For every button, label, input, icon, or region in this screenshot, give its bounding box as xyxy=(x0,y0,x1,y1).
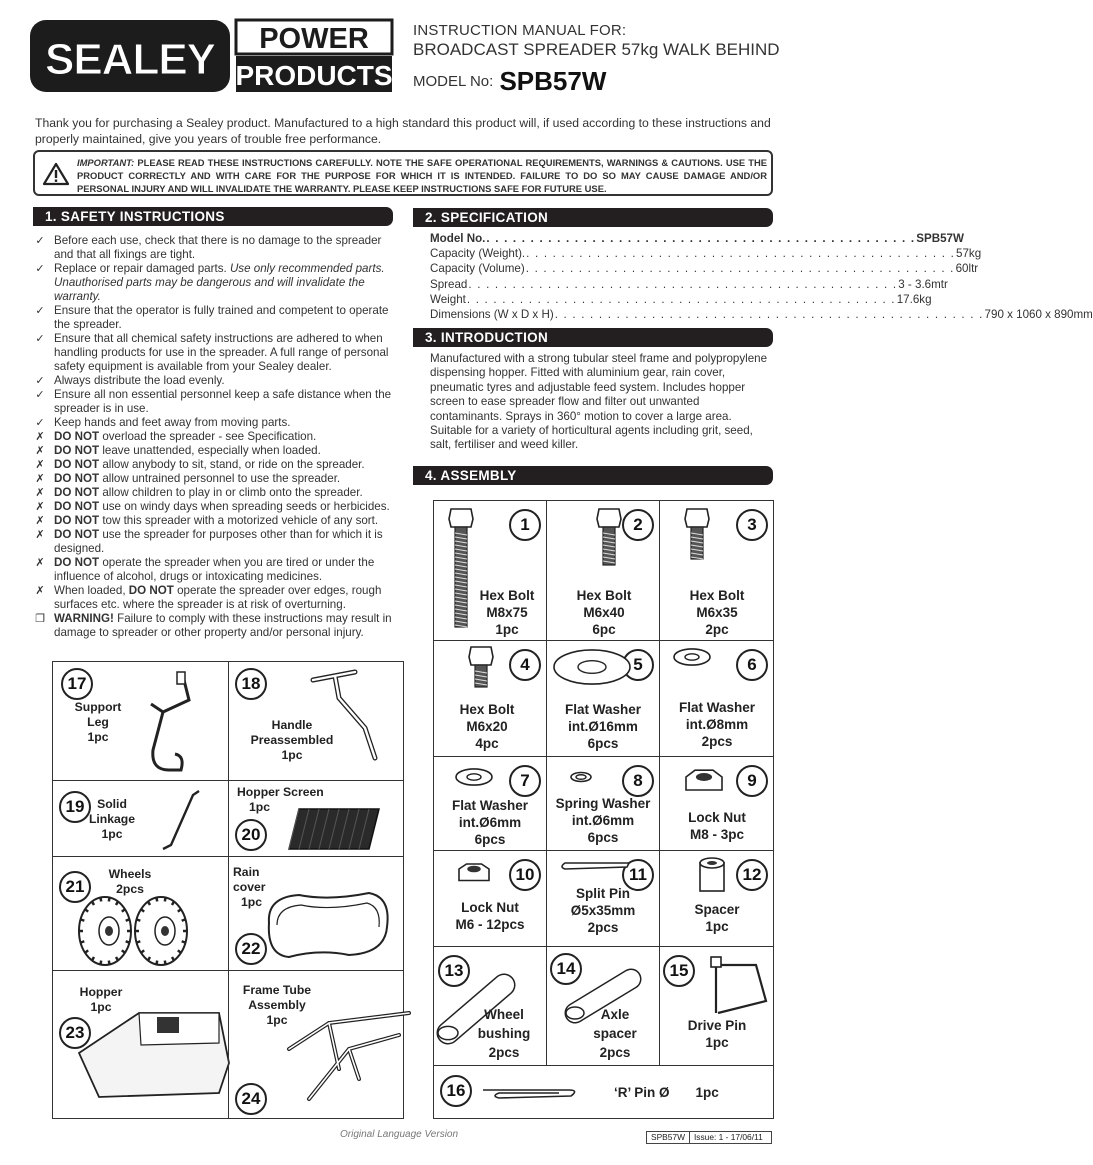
safety-item-text: allow anybody to sit, stand, or ride on the spreader. xyxy=(99,458,365,471)
part-number-badge: 16 xyxy=(440,1075,472,1107)
part-label-line: bushing xyxy=(477,1026,531,1041)
part-cell-2 xyxy=(546,500,660,641)
part-label xyxy=(665,1017,769,1051)
safety-item-text: allow children to play in or climb onto the spreader. xyxy=(99,486,363,499)
safety-item-text: Ensure that all chemical safety instructions are adhered to when handling products for use in the spreader. A full range of personal safety equipment is available from your Sealey dealer. xyxy=(54,332,389,373)
component-label xyxy=(235,983,319,1028)
part-label-line: 4pc xyxy=(475,736,499,751)
part-label xyxy=(464,1005,544,1062)
safety-item xyxy=(33,444,395,458)
footer-issue: Issue: 1 - 17/06/11 xyxy=(693,1132,763,1142)
spec-dots: . . . . . . . . . . . . . . . . . . . . . . . . . . . . . . . . . . . . . . . . . . . . . . . . . xyxy=(525,262,955,276)
checkbox-icon: ❐ xyxy=(35,613,45,625)
part-label xyxy=(437,797,543,848)
safety-item-text: overload the spreader - see Specification. xyxy=(99,430,317,443)
part-cell-4 xyxy=(433,640,547,757)
part-cell-7 xyxy=(433,756,547,851)
safety-item-text: Keep hands and feet away from moving parts. xyxy=(54,416,291,429)
part-9-illustration xyxy=(682,763,726,803)
intro-paragraph: Thank you for purchasing a Sealey product. Manufactured to a high standard this product will, if used according to these instructions and properly maintained, give you years of trouble free performance. xyxy=(35,116,771,146)
part-label-line: 1pc xyxy=(495,622,519,637)
component-22-illustration xyxy=(259,883,399,967)
part-4-illustration xyxy=(459,645,503,693)
safety-item-text: Ensure that the operator is fully trained and competent to operate the spreader. xyxy=(54,304,389,331)
part-label-line: M8x75 xyxy=(486,605,528,620)
spec-label: Capacity (Weight). xyxy=(430,247,526,261)
part-label-line: M6x35 xyxy=(696,605,738,620)
safety-item xyxy=(33,500,395,514)
cross-icon: ✗ xyxy=(35,459,45,471)
manual-for-label: INSTRUCTION MANUAL FOR: xyxy=(413,22,627,39)
section-heading-safety: 1. SAFETY INSTRUCTIONS xyxy=(33,207,393,226)
part-label-line: ‘R’ Pin Ø xyxy=(614,1085,670,1100)
cross-icon: ✗ xyxy=(35,529,45,541)
component-cell-23 xyxy=(52,970,229,1119)
spec-row xyxy=(430,292,932,307)
part-label xyxy=(665,901,769,935)
component-21-illustration xyxy=(73,887,203,971)
part-cell-3 xyxy=(659,500,774,641)
spec-dots: . . . . . . . . . . . . . . . . . . . . . . . . . . . . . . . . . . . . . . . . . . . . . . . . . xyxy=(468,277,898,291)
part-11-illustration xyxy=(557,855,637,879)
safety-item-text: Ensure all non essential personnel keep a safe distance when the spreader is in use. xyxy=(54,388,392,415)
part-label-line: Lock Nut xyxy=(461,900,519,915)
part-label-line: M6 - 12pcs xyxy=(455,917,525,932)
part-label xyxy=(614,1084,754,1101)
part-2-illustration xyxy=(587,507,631,571)
part-label-line: Hex Bolt xyxy=(479,588,535,603)
part-label-line: M8 - 3pc xyxy=(689,827,744,842)
part-number-badge: 5 xyxy=(622,649,654,681)
part-label-line: 6pcs xyxy=(587,736,619,751)
safety-item-text: Before each use, check that there is no damage to the spreader and that all fixings are tight. xyxy=(54,234,382,261)
safety-item-bold: DO NOT xyxy=(54,528,100,541)
part-number-badge: 13 xyxy=(438,955,470,987)
cross-icon: ✗ xyxy=(35,487,45,499)
spec-dots: . . . . . . . . . . . . . . . . . . . . . . . . . . . . . . . . . . . . . . . . . . . . . . . . . xyxy=(486,232,916,245)
important-body: PLEASE READ THESE INSTRUCTIONS CAREFULLY. NOTE THE SAFE OPERATIONAL REQUIREMENTS, WARNINGS & CAUTIONS. USE THE PRODUCT CORRECTLY AND WITH CARE FOR THE PURPOSE FOR WHICH IT IS INTENDED. FAILURE TO DO SO MAY CAUSE DAMAGE AND/OR PERSONAL INJURY AND WILL INVALIDATE THE WARRANTY. PLEASE KEEP INSTRUCTIONS SAFE FOR FUTURE USE. xyxy=(77,157,767,194)
part-label-line: 2pcs xyxy=(599,1045,631,1060)
component-label-line: Hopper xyxy=(79,985,123,999)
part-number-badge: 3 xyxy=(736,509,768,541)
component-label xyxy=(67,700,129,745)
warning-icon xyxy=(43,162,69,186)
component-label xyxy=(233,865,273,910)
component-cell-24 xyxy=(228,970,404,1119)
spec-label: Model No. xyxy=(430,232,486,245)
component-number-badge: 22 xyxy=(235,933,267,965)
safety-item xyxy=(33,458,395,472)
safety-item xyxy=(33,486,395,500)
product-title: BROADCAST SPREADER 57kg WALK BEHIND xyxy=(413,40,780,59)
part-cell-8 xyxy=(546,756,660,851)
cross-icon: ✗ xyxy=(35,431,45,443)
safety-item xyxy=(33,556,395,584)
component-label-line: 1pc xyxy=(249,800,271,814)
sealey-power-products-logo xyxy=(30,18,394,96)
safety-item-italic: Use only recommended parts. Unauthorised parts may be dangerous and will invalidate the warranty. xyxy=(54,262,385,303)
section-heading-specification: 2. SPECIFICATION xyxy=(413,208,773,227)
safety-item-bold: DO NOT xyxy=(54,444,100,457)
part-cell-15 xyxy=(659,946,774,1066)
component-label-line: 1pc xyxy=(266,1013,288,1027)
safety-list xyxy=(33,234,395,640)
component-label-line: Handle xyxy=(271,718,313,732)
part-label-line: M6x40 xyxy=(583,605,625,620)
safety-item xyxy=(33,430,395,444)
section-heading-assembly: 4. ASSEMBLY xyxy=(413,466,773,485)
part-label-line: Hex Bolt xyxy=(459,702,515,717)
cross-icon: ✗ xyxy=(35,585,45,597)
safety-item xyxy=(33,388,395,416)
part-label-line: 6pcs xyxy=(587,830,619,845)
safety-item-bold: DO NOT xyxy=(54,486,100,499)
important-lead: IMPORTANT: xyxy=(77,157,135,168)
component-label-line: Preassembled xyxy=(250,733,334,747)
part-label-line: int.Ø16mm xyxy=(568,719,638,734)
part-cell-5 xyxy=(546,640,660,757)
spec-row xyxy=(430,246,982,261)
part-cell-9 xyxy=(659,756,774,851)
safety-item xyxy=(33,262,395,304)
cross-icon: ✗ xyxy=(35,501,45,513)
original-language-version: Original Language Version xyxy=(340,1129,459,1140)
part-label-line: Flat Washer xyxy=(451,798,529,813)
part-label xyxy=(575,1005,655,1062)
safety-item-text: use the spreader for purposes other than for which it is designed. xyxy=(54,528,383,555)
part-label-line: Flat Washer xyxy=(678,700,756,715)
spec-row xyxy=(430,231,964,246)
spec-label: Dimensions (W x D x H) xyxy=(430,308,554,322)
spec-dots: . . . . . . . . . . . . . . . . . . . . . . . . . . . . . . . . . . . . . . . . . . . . . . . . . xyxy=(554,308,984,322)
safety-item-text: allow untrained personnel to use the spreader. xyxy=(99,472,341,485)
part-label-line: int.Ø6mm xyxy=(571,813,635,828)
part-label-line: 1pc xyxy=(695,1085,719,1100)
part-label-line: Split Pin xyxy=(576,886,630,901)
part-label-line: Drive Pin xyxy=(687,1018,747,1033)
part-label-line: int.Ø6mm xyxy=(458,815,522,830)
part-label-line: M6x20 xyxy=(466,719,508,734)
safety-item-bold: DO NOT xyxy=(128,584,174,597)
part-number-badge: 2 xyxy=(622,509,654,541)
component-label-line: 1pc xyxy=(281,748,303,762)
specification-table xyxy=(430,231,1093,322)
component-number-badge: 21 xyxy=(59,871,91,903)
footer-model: SPB57W xyxy=(647,1132,690,1143)
part-label-line: Wheel xyxy=(484,1007,524,1022)
part-8-illustration xyxy=(565,769,589,785)
spec-label: Weight xyxy=(430,292,466,306)
component-number-badge: 18 xyxy=(235,668,267,700)
safety-item-bold: DO NOT xyxy=(54,556,100,569)
part-number-badge: 9 xyxy=(736,765,768,797)
safety-item xyxy=(33,584,395,612)
safety-item xyxy=(33,234,395,262)
part-7-illustration xyxy=(454,767,494,787)
check-icon: ✓ xyxy=(35,417,45,429)
spec-value: 17.6kg xyxy=(896,292,932,306)
component-cell-17 xyxy=(52,661,229,781)
introduction-text: Manufactured with a strong tubular steel frame and polypropylene dispensing hopper. Fitted with aluminium gear, rain cover, pneumatic tyres and adjustable feed system. Includes hopper screen to ease spreader flow and filter out unwanted contaminants. Sprays in 360° motion to cover a large area. Suitable for a variety of horticultural agents including grit, seed, salt, fertiliser and weed killer. xyxy=(430,352,768,452)
safety-item-text: leave unattended, especially when loaded. xyxy=(99,444,321,457)
part-number-badge: 1 xyxy=(509,509,541,541)
part-label-line: 2pc xyxy=(705,622,729,637)
check-icon: ✓ xyxy=(35,305,45,317)
part-3-illustration xyxy=(675,507,719,565)
logo-products-text: PRODUCTS xyxy=(235,60,393,91)
spec-value: 790 x 1060 x 890mm xyxy=(984,308,1093,322)
part-6-illustration xyxy=(672,647,712,667)
part-label-line: 2pcs xyxy=(701,734,733,749)
component-number-badge: 19 xyxy=(59,791,91,823)
spec-label: Spread xyxy=(430,277,468,291)
spec-row xyxy=(430,307,1093,322)
cross-icon: ✗ xyxy=(35,515,45,527)
part-12-illustration xyxy=(696,857,728,895)
component-label-line: Solid xyxy=(97,797,127,811)
logo-sealey-text: SEALEY xyxy=(44,35,216,84)
part-number-badge: 7 xyxy=(509,765,541,797)
part-cell-10 xyxy=(433,850,547,947)
component-number-badge: 17 xyxy=(61,668,93,700)
component-label-line: 1pc xyxy=(101,827,123,841)
component-cell-19 xyxy=(52,780,229,857)
safety-item-text: Failure to comply with these instructions may result in damage to spreader or other property and/or personal injury. xyxy=(54,612,392,639)
part-number-badge: 14 xyxy=(550,953,582,985)
part-label xyxy=(549,885,657,936)
spec-dots: . . . . . . . . . . . . . . . . . . . . . . . . . . . . . . . . . . . . . . . . . . . . . . . . . xyxy=(526,247,956,261)
part-10-illustration xyxy=(456,857,492,891)
component-label-line: Frame Tube xyxy=(242,983,312,997)
check-icon: ✓ xyxy=(35,389,45,401)
logo-power-text: POWER xyxy=(259,23,369,55)
check-icon: ✓ xyxy=(35,263,45,275)
part-label-line: 1pc xyxy=(705,919,729,934)
check-icon: ✓ xyxy=(35,235,45,247)
part-label-line: 2pcs xyxy=(587,920,619,935)
spec-value: 60ltr xyxy=(955,262,979,276)
component-label-line: 1pc xyxy=(87,730,109,744)
safety-item xyxy=(33,528,395,556)
cross-icon: ✗ xyxy=(35,473,45,485)
part-label xyxy=(549,795,657,846)
part-label-line: Hex Bolt xyxy=(576,588,632,603)
part-label xyxy=(437,701,537,752)
part-cell-1 xyxy=(433,500,547,641)
safety-item-text: operate the spreader when you are tired or under the influence of alcohol, drugs or intoxicating medicines. xyxy=(54,556,375,583)
component-label xyxy=(73,985,129,1015)
safety-item-text: tow this spreader with a motorized vehicle of any sort. xyxy=(99,514,379,527)
part-label xyxy=(665,699,769,750)
part-label-line: 6pc xyxy=(592,622,616,637)
safety-item xyxy=(33,416,395,430)
important-notice-box xyxy=(33,150,773,196)
part-label-line: Flat Washer xyxy=(564,702,642,717)
model-label: MODEL No: xyxy=(413,73,494,90)
safety-item-bold: DO NOT xyxy=(54,472,100,485)
part-label-line: Ø5x35mm xyxy=(570,903,636,918)
part-number-badge: 8 xyxy=(622,765,654,797)
model-line xyxy=(413,66,606,97)
part-label xyxy=(549,701,657,752)
safety-item-bold: DO NOT xyxy=(54,500,100,513)
component-number-badge: 23 xyxy=(59,1017,91,1049)
part-number-badge: 10 xyxy=(509,859,541,891)
component-label-line: Assembly xyxy=(248,998,306,1012)
spec-row xyxy=(430,261,979,276)
part-cell-13 xyxy=(433,946,547,1066)
component-label-line: Linkage xyxy=(88,812,136,826)
component-label-line: 1pc xyxy=(241,895,263,909)
part-cell-12 xyxy=(659,850,774,947)
component-label-line: Wheels xyxy=(108,867,152,881)
part-number-badge: 4 xyxy=(509,649,541,681)
component-label-line: Leg xyxy=(87,715,109,729)
check-icon: ✓ xyxy=(35,375,45,387)
important-text xyxy=(77,156,767,195)
component-cell-20 xyxy=(228,780,404,857)
part-cell-6 xyxy=(659,640,774,757)
component-number-badge: 24 xyxy=(235,1083,267,1115)
spec-value: 57kg xyxy=(956,247,982,261)
cross-icon: ✗ xyxy=(35,557,45,569)
part-label xyxy=(665,587,769,638)
component-label-line: Rain xyxy=(233,865,260,879)
spec-dots: . . . . . . . . . . . . . . . . . . . . . . . . . . . . . . . . . . . . . . . . . . . . . . . . . xyxy=(466,292,896,306)
part-label-line: Axle xyxy=(600,1007,630,1022)
safety-item xyxy=(33,332,395,374)
part-label-line: Spacer xyxy=(694,902,740,917)
component-label-line: Hopper Screen xyxy=(237,785,324,799)
part-label-line: 6pcs xyxy=(474,832,506,847)
safety-item xyxy=(33,514,395,528)
part-number-badge: 15 xyxy=(663,955,695,987)
part-label-line: int.Ø8mm xyxy=(685,717,749,732)
part-number-badge: 12 xyxy=(736,859,768,891)
component-label xyxy=(99,867,161,897)
safety-item xyxy=(33,612,395,640)
part-cell-14 xyxy=(546,946,660,1066)
spec-label: Capacity (Volume) xyxy=(430,262,525,276)
safety-item-text: operate the spreader over edges, rough surfaces etc. where the spreader is at risk of overturning. xyxy=(54,584,382,611)
part-15-illustration xyxy=(708,953,774,1019)
component-label xyxy=(81,797,143,842)
safety-item xyxy=(33,374,395,388)
safety-item-text: When loaded, xyxy=(54,584,129,597)
part-label-line: 1pc xyxy=(705,1035,729,1050)
part-label-line: 2pcs xyxy=(488,1045,520,1060)
footer-model-issue-box xyxy=(646,1131,772,1144)
part-5-illustration xyxy=(552,649,632,685)
safety-item-text: Always distribute the load evenly. xyxy=(54,374,225,387)
cross-icon: ✗ xyxy=(35,445,45,457)
component-label-line: cover xyxy=(233,880,266,894)
component-label xyxy=(237,785,337,815)
part-label xyxy=(437,899,543,933)
component-cell-22 xyxy=(228,856,404,971)
part-cell-16 xyxy=(433,1065,774,1119)
safety-item-bold: DO NOT xyxy=(54,514,100,527)
section-heading-introduction: 3. INTRODUCTION xyxy=(413,328,773,347)
spec-value: 3 - 3.6mtr xyxy=(898,277,948,291)
component-cell-18 xyxy=(228,661,404,781)
component-label xyxy=(237,718,347,763)
part-number-badge: 11 xyxy=(622,859,654,891)
part-label xyxy=(462,587,552,638)
safety-item xyxy=(33,304,395,332)
spec-row xyxy=(430,277,948,292)
safety-item-bold: WARNING! xyxy=(54,612,114,625)
component-19-illustration xyxy=(149,787,209,857)
component-17-illustration xyxy=(123,670,203,774)
safety-item-bold: DO NOT xyxy=(54,458,100,471)
part-number-badge: 6 xyxy=(736,649,768,681)
component-label-line: 1pc xyxy=(90,1000,112,1014)
part-label-line: spacer xyxy=(593,1026,637,1041)
part-label-line: Spring Washer xyxy=(555,796,651,811)
model-number: SPB57W xyxy=(499,66,607,96)
component-number-badge: 20 xyxy=(235,819,267,851)
component-label-line: Support xyxy=(74,700,122,714)
spec-value: SPB57W xyxy=(916,232,964,245)
safety-item-text: Replace or repair damaged parts. xyxy=(54,262,230,275)
safety-item-bold: DO NOT xyxy=(54,430,100,443)
part-label-line: Lock Nut xyxy=(688,810,746,825)
part-label xyxy=(665,809,769,843)
check-icon: ✓ xyxy=(35,333,45,345)
component-label-line: 2pcs xyxy=(116,882,144,896)
part-16-illustration xyxy=(479,1080,589,1104)
safety-item xyxy=(33,472,395,486)
part-cell-11 xyxy=(546,850,660,947)
part-label-line: Hex Bolt xyxy=(689,588,745,603)
part-label xyxy=(552,587,656,638)
safety-item-text: use on windy days when spreading seeds or herbicides. xyxy=(99,500,390,513)
component-cell-21 xyxy=(52,856,229,971)
